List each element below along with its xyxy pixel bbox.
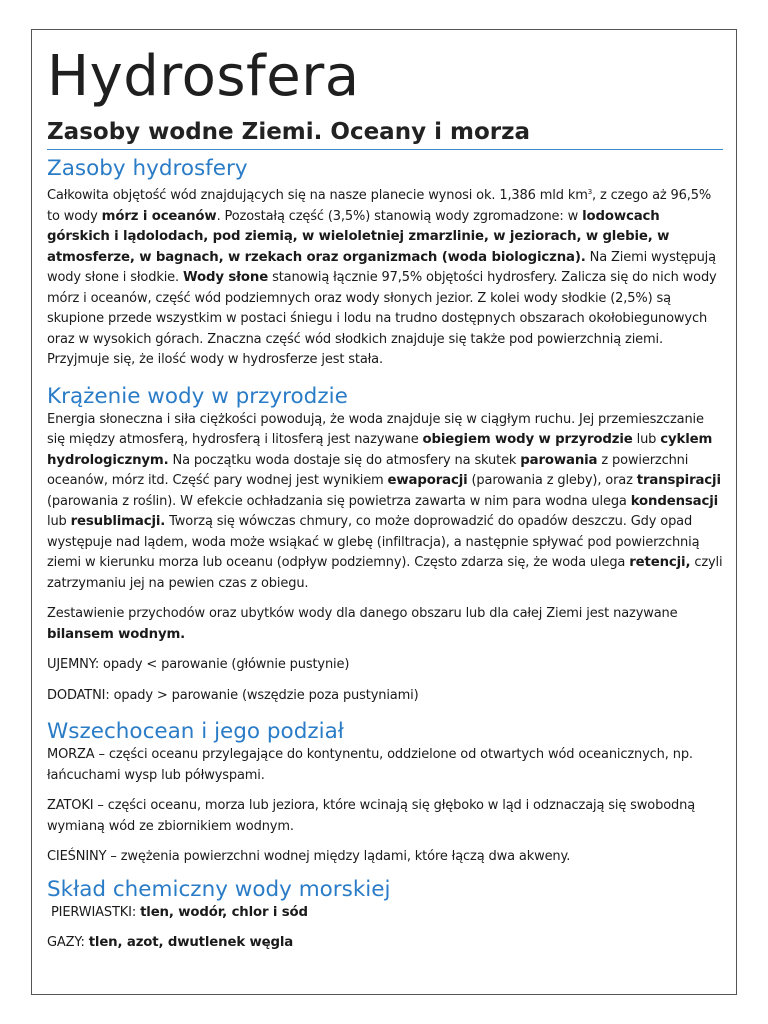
text-run: stanowią łącznie 97,5% objętości hydrosfery. Zalicza się do nich wody mórz i oceanów, część wód podziemnych oraz wody słonych jezior. Z kolei wody słodkie (2,5%) są skupione przede wszystkim w postaci śniegu i lodu na trudno dostępnych obszarach okołobiegunowych oraz w wysokich górach. Znaczna część wód słodkich znajduje się także pod powierzchnią ziemi. Przyjmuje się, że ilość wody w hydrosferze jest stała. (47, 270, 717, 367)
text-run: lub (632, 432, 661, 447)
text-run: (parowania z gleby), oraz (467, 473, 637, 488)
section-heading-sklad: Skład chemiczny wody morskiej (47, 876, 391, 902)
bold-term: lodowcach górskich i lądolodach, pod ziemią, w wieloletniej zmarzlinie, w jeziorach, w glebie, w atmosferze, w bagnach, w rzekach oraz organizmach (woda biologiczna). (47, 208, 670, 265)
document-content (47, 30, 723, 954)
text-run: z powierzchni oceanów, mórz itd. Część pary wodnej jest wynikiem (47, 452, 689, 488)
bold-term: parowania (520, 452, 598, 468)
text-run: , z czego aż 96,5% to wody (47, 188, 712, 224)
text-run: Tworzą się wówczas chmury, co może doprowadzić do opadów deszczu. Gdy opad występuje nad lądem, woda może wsiąkać w glebę (infiltracja), a następnie spływać pod powierzchnią ziemi w kierunku morza lub oceanu (odpływ podziemny). Często zdarza się, że woda ulega (47, 514, 700, 570)
text-run: Całkowita objętość wód znajdujących się na nasze planecie wynosi ok. 1,386 mld km (47, 188, 588, 203)
text-run: . Pozostałą część (3,5%) stanowią wody zgromadzone: w (216, 208, 583, 224)
bold-term: tlen, wodór, chlor i sód (140, 904, 308, 920)
bold-term: bilansem wodnym. (47, 626, 186, 642)
paragraph-ujemny: UJEMNY: opady < parowanie (głównie pustynie) (47, 657, 350, 672)
bold-term: retencji, (629, 555, 691, 570)
paragraph-morza: MORZA – części oceanu przylegające do kontynentu, oddzielone od otwartych wód oceanicznych, np. łańcuchami wysp lub półwyspami. (47, 747, 693, 783)
paragraph-krazenie (47, 410, 723, 595)
text-run: PIERWIASTKI: (47, 904, 141, 920)
text-run: czyli zatrzymaniu jej na pewien czas z obiegu. (47, 555, 723, 591)
section-heading-zasoby: Zasoby hydrosfery (47, 156, 248, 181)
text-run: GAZY: (47, 935, 89, 950)
document-subtitle: Zasoby wodne Ziemi. Oceany i morza (47, 117, 723, 150)
paragraph-pierwiastki (47, 903, 723, 924)
bold-term: Wody słone (182, 270, 269, 285)
section-heading-krazenie: Krążenie wody w przyrodzie (47, 383, 348, 409)
bold-term: cyklem hydrologicznym. (47, 432, 713, 468)
bold-term: mórz i oceanów (101, 208, 217, 224)
text-run: Na początku woda dostaje się do atmosfery na skutek (168, 452, 521, 468)
text-run: lub (47, 514, 71, 529)
bold-term: resublimacji. (70, 514, 166, 529)
text-run: Na Ziemi występują wody słone i słodkie. (47, 249, 716, 285)
superscript: 3 (587, 188, 593, 196)
bold-term: kondensacji (630, 493, 719, 509)
bold-term: transpiracji (636, 473, 721, 488)
document-title: Hydrosfera (47, 44, 360, 109)
text-run: (parowania z roślin). W efekcie ochładzania się powietrza zawarta w nim para wodna ulega (47, 493, 631, 509)
bold-term: ewaporacji (387, 473, 468, 488)
paragraph-dodatni: DODATNI: opady > parowanie (wszędzie poza pustyniami) (47, 687, 419, 703)
paragraph-gazy (47, 933, 723, 954)
paragraph-zatoki: ZATOKI – części oceanu, morza lub jeziora, które wcinają się głęboko w ląd i odznaczają się swobodną wymianą wód ze zbiornikiem wodnym. (47, 798, 696, 834)
document-page (31, 29, 737, 995)
bold-term: tlen, azot, dwutlenek węgla (88, 935, 294, 950)
bold-term: obiegiem wody w przyrodzie (422, 432, 633, 447)
section-heading-wszechocean: Wszechocean i jego podział (47, 719, 344, 744)
paragraph-bilans (47, 604, 723, 645)
text-run: Zestawienie przychodów oraz ubytków wody dla danego obszaru lub dla całej Ziemi jest nazywane (47, 606, 678, 621)
text-run: Energia słoneczna i siła ciężkości powodują, że woda znajduje się w ciągłym ruchu. Jej przemieszczanie się między atmosferą, hydrosferą i litosferą jest nazywane (47, 411, 704, 447)
paragraph-ciesniny: CIEŚNINY – zwężenia powierzchni wodnej między lądami, które łączą dwa akweny. (47, 849, 571, 864)
paragraph-zasoby (47, 182, 723, 371)
